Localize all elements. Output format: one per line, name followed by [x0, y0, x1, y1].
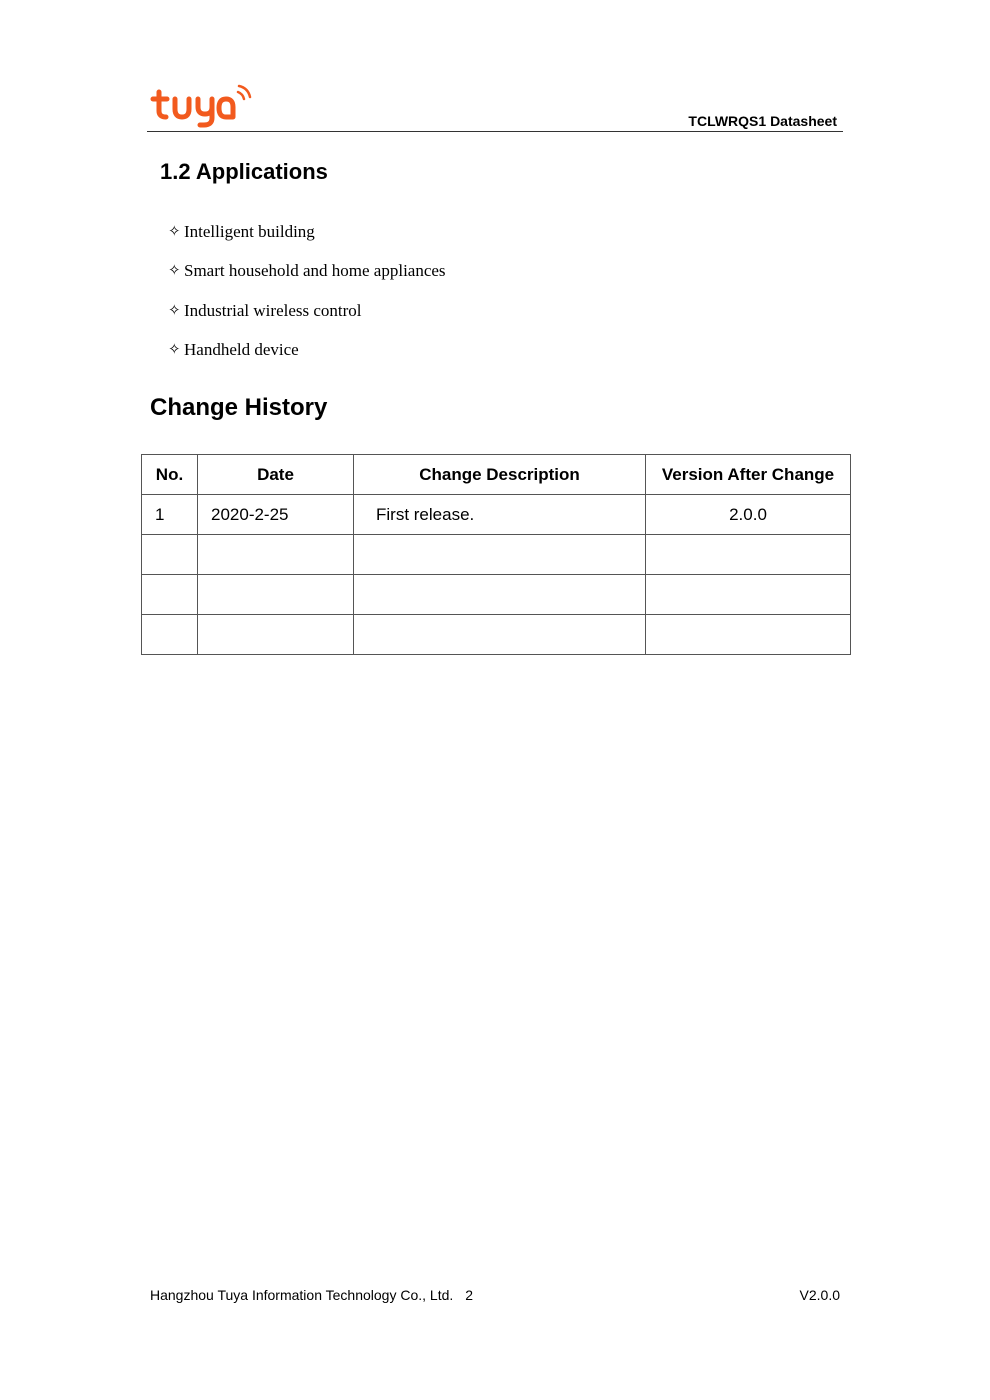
page-number: 2 [465, 1287, 474, 1303]
table-row [142, 535, 851, 575]
column-header-no: No. [142, 455, 198, 495]
footer-company: Hangzhou Tuya Information Technology Co., Ltd. [150, 1287, 454, 1303]
tuya-logo [150, 80, 255, 130]
applications-heading: 1.2 Applications [160, 159, 328, 184]
cell-date [198, 535, 354, 575]
cell-version: 2.0.0 [646, 495, 851, 535]
cell-no: 1 [142, 495, 198, 535]
cell-description [354, 535, 646, 575]
list-item-label: Smart household and home appliances [184, 261, 446, 281]
cell-date [198, 575, 354, 615]
change-history-heading: Change History [150, 394, 328, 421]
list-item-label: Intelligent building [184, 222, 315, 241]
column-header-version: Version After Change [646, 455, 851, 495]
page-footer-left [150, 1287, 473, 1303]
list-item [168, 259, 446, 298]
table-row [142, 495, 851, 535]
cell-date: 2020-2-25 [198, 495, 354, 535]
list-item [168, 338, 446, 377]
list-item-label: Handheld device [184, 339, 299, 359]
cell-description [354, 575, 646, 615]
cell-no [142, 535, 198, 575]
tuya-logo-icon [150, 80, 255, 130]
cell-date [198, 615, 354, 655]
four-point-star-icon: ✧ [168, 263, 181, 280]
list-item [168, 220, 446, 259]
document-title: TCLWRQS1 Datasheet [688, 113, 837, 129]
header-divider [147, 131, 843, 132]
column-header-date: Date [198, 455, 354, 495]
cell-no [142, 575, 198, 615]
list-item-label: Industrial wireless control [184, 300, 362, 320]
four-point-star-icon: ✧ [168, 302, 181, 319]
table-header-row [142, 455, 851, 495]
cell-version [646, 615, 851, 655]
list-item [168, 299, 446, 338]
four-point-star-icon: ✧ [168, 341, 181, 358]
cell-version [646, 535, 851, 575]
cell-version [646, 575, 851, 615]
applications-list [168, 220, 446, 377]
table-row [142, 615, 851, 655]
cell-description: First release. [354, 495, 646, 535]
four-point-star-icon: ✧ [168, 224, 181, 240]
change-history-table [141, 454, 851, 655]
cell-description [354, 615, 646, 655]
table-row [142, 575, 851, 615]
cell-no [142, 615, 198, 655]
footer-version: V2.0.0 [799, 1287, 840, 1303]
column-header-description: Change Description [354, 455, 646, 495]
